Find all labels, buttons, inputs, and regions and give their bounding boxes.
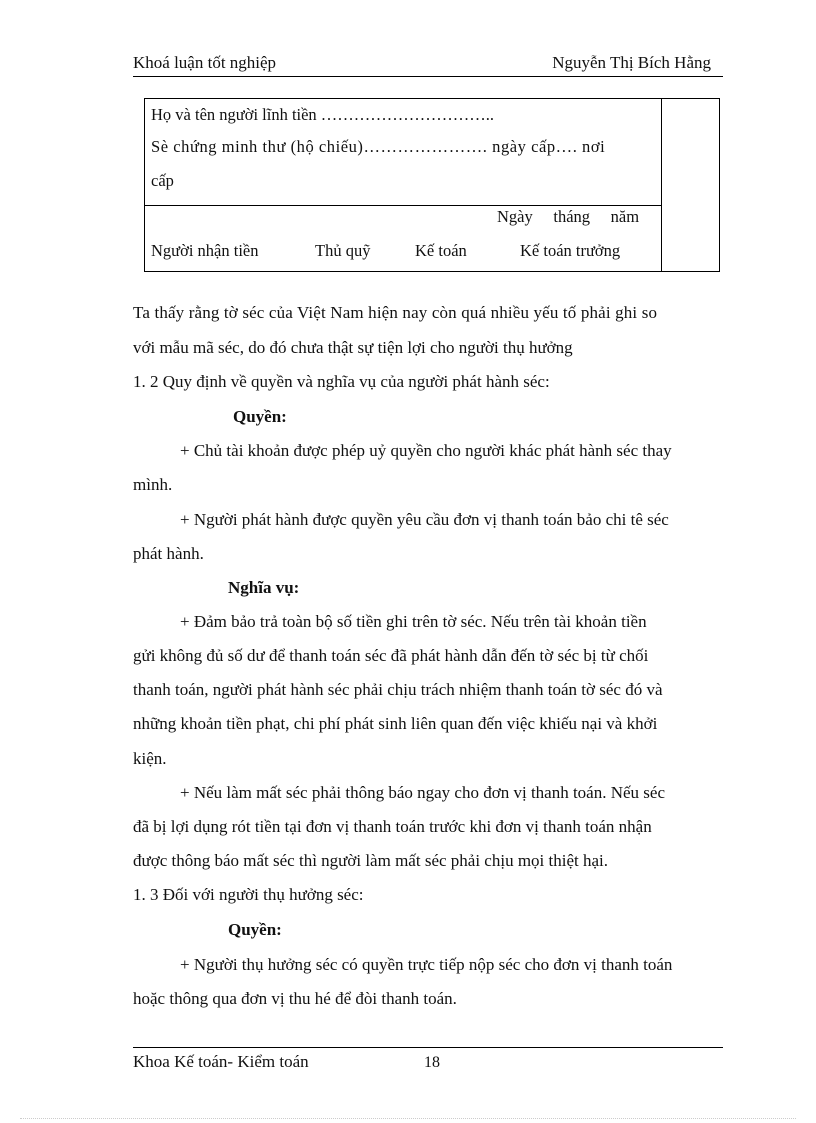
paragraph-line: mình. <box>133 475 173 494</box>
paragraph-line: đã bị lợi dụng rót tiền tại đơn vị thanh toán trước khi đơn vị thanh toán nhận <box>133 817 652 836</box>
paragraph-line: phát hành. <box>133 544 204 563</box>
header-author-name: Nguyễn Thị Bích Hằng <box>552 53 711 72</box>
id-card-place-line: cấp <box>151 171 174 190</box>
signature-cashier: Thủ quỹ <box>315 241 371 260</box>
paragraph-line: + Người thụ hưởng séc có quyền trực tiếp nộp séc cho đơn vị thanh toán <box>180 955 673 974</box>
recipient-name-line: Họ và tên người lĩnh tiền ………………………….. <box>151 105 495 124</box>
paragraph-line: + Đảm bảo trả toàn bộ số tiền ghi trên tờ séc. Nếu trên tài khoản tiền <box>180 612 647 631</box>
footer-rule <box>133 1047 723 1048</box>
section-heading-1-3: 1. 3 Đối với người thụ hưởng séc: <box>133 885 364 904</box>
cheque-form-table <box>144 98 720 272</box>
paragraph-line: thanh toán, người phát hành séc phải chịu trách nhiệm thanh toán tờ séc đó và <box>133 680 663 699</box>
paragraph-line: gửi không đủ số dư để thanh toán séc đã phát hành dẫn đến tờ séc bị từ chối <box>133 646 649 665</box>
section-heading-1-2: 1. 2 Quy định về quyền và nghĩa vụ của người phát hành séc: <box>133 372 550 391</box>
paragraph-line: Ta thấy rằng tờ séc của Việt Nam hiện nay còn quá nhiều yếu tố phải ghi so <box>133 303 658 322</box>
page-header <box>133 52 723 77</box>
footer-department: Khoa Kế toán- Kiểm toán <box>133 1052 309 1071</box>
signature-accountant: Kế toán <box>415 241 467 260</box>
subheading-obligations: Nghĩa vụ: <box>228 578 300 597</box>
table-column-divider <box>661 99 662 271</box>
subheading-beneficiary-rights: Quyền: <box>228 920 282 939</box>
paragraph-line: + Nếu làm mất séc phải thông báo ngay cho đơn vị thanh toán. Nếu séc <box>180 783 666 802</box>
paragraph-line: hoặc thông qua đơn vị thu hé để đòi thanh toán. <box>133 989 457 1008</box>
header-thesis-title: Khoá luận tốt nghiệp <box>133 53 277 72</box>
table-row-divider <box>145 205 661 206</box>
paragraph-line: với mẫu mã séc, do đó chưa thật sự tiện lợi cho người thụ hưởng <box>133 338 573 357</box>
id-card-line: Sè chứng minh thư (hộ chiếu)…………………. ngày cấp…. nơi <box>151 137 606 156</box>
page-edge-divider <box>20 1118 796 1119</box>
signature-recipient: Người nhận tiền <box>151 241 259 260</box>
paragraph-line: những khoản tiền phạt, chi phí phát sinh liên quan đến việc khiếu nại và khởi <box>133 714 658 733</box>
date-line: Ngày tháng năm <box>497 207 640 226</box>
page-number: 18 <box>424 1054 440 1071</box>
paragraph-line: được thông báo mất séc thì người làm mất séc phải chịu mọi thiệt hại. <box>133 851 608 870</box>
paragraph-line: + Chủ tài khoản được phép uỷ quyền cho người khác phát hành séc thay <box>180 441 672 460</box>
signature-chief-accountant: Kế toán trưởng <box>520 241 621 260</box>
paragraph-line: kiện. <box>133 749 167 768</box>
paragraph-line: + Người phát hành được quyền yêu cầu đơn vị thanh toán bảo chi tê séc <box>180 510 669 529</box>
subheading-rights: Quyền: <box>233 407 287 426</box>
